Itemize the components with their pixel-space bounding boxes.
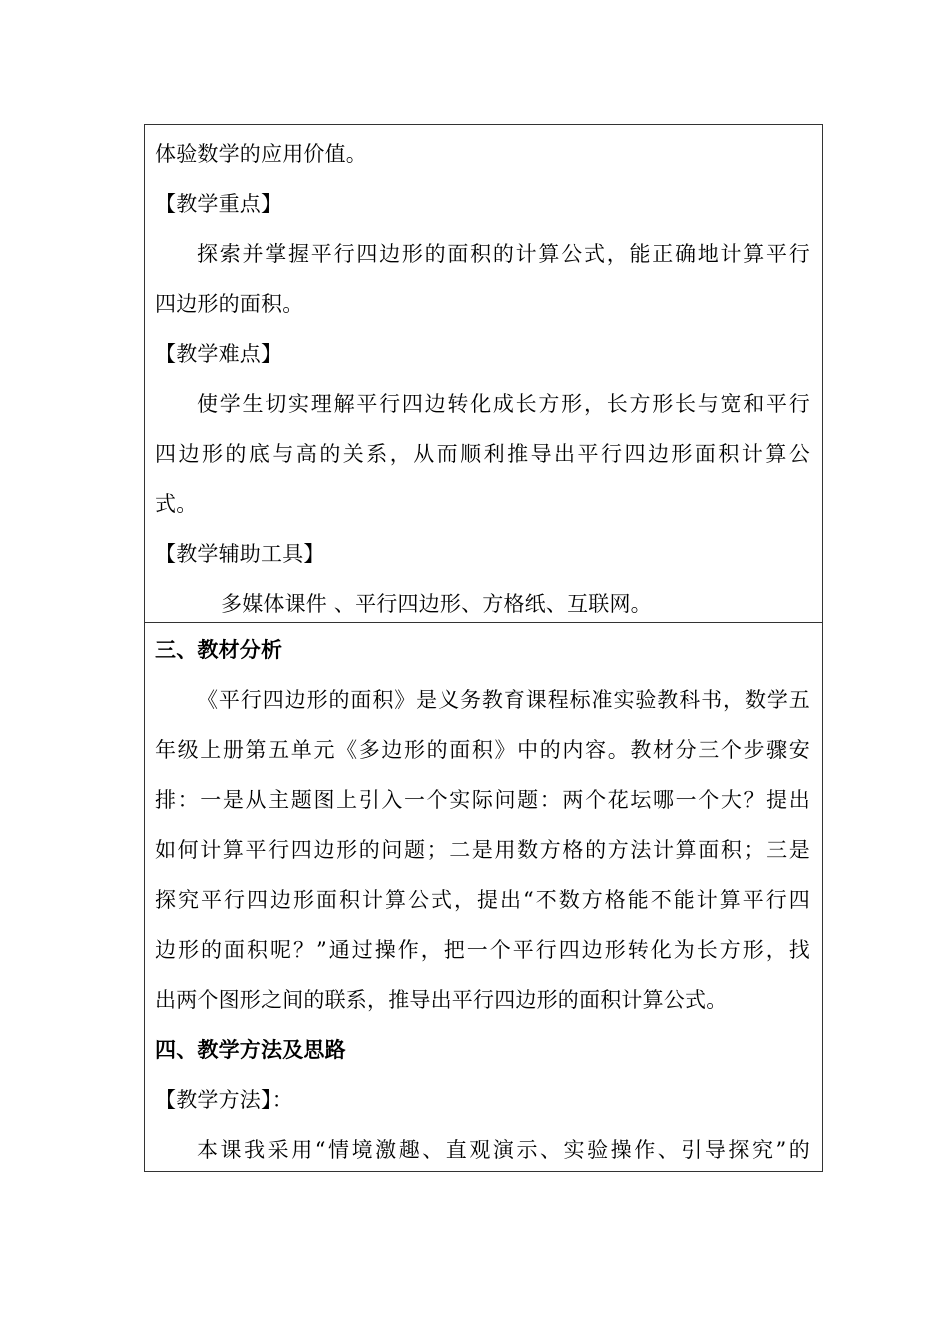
analysis-line: 探究平行四边形面积计算公式，提出“不数方格能不能计算平行四 — [155, 888, 810, 912]
analysis-line: 如何计算平行四边形的问题；二是用数方格的方法计算面积；三是 — [155, 838, 810, 862]
lesson-plan-table — [144, 124, 823, 1172]
key-points-label: 【教学重点】 — [155, 192, 283, 216]
tools-label: 【教学辅助工具】 — [155, 542, 325, 566]
table-cell-objectives — [145, 125, 822, 623]
section-heading-teaching-methods: 四、教学方法及思路 — [155, 1038, 346, 1062]
text-line: 体验数学的应用价值。 — [155, 142, 367, 166]
difficulty-line: 使学生切实理解平行四边转化成长方形，长方形长与宽和平行 — [197, 392, 810, 416]
difficulty-label: 【教学难点】 — [155, 342, 283, 366]
difficulty-line: 四边形的底与高的关系，从而顺利推导出平行四边形面积计算公 — [155, 442, 810, 466]
analysis-line: 年级上册第五单元《多边形的面积》中的内容。教材分三个步骤安 — [155, 738, 810, 762]
analysis-line: 排：一是从主题图上引入一个实际问题：两个花坛哪一个大？提出 — [155, 788, 810, 812]
analysis-line: 边形的面积呢？”通过操作，把一个平行四边形转化为长方形，找 — [155, 938, 810, 962]
key-points-line: 四边形的面积。 — [155, 292, 304, 316]
analysis-line: 出两个图形之间的联系，推导出平行四边形的面积计算公式。 — [155, 988, 728, 1012]
key-points-line: 探索并掌握平行四边形的面积的计算公式，能正确地计算平行 — [197, 242, 810, 266]
table-cell-analysis — [145, 623, 822, 1171]
difficulty-line: 式。 — [155, 492, 198, 516]
section-heading-textbook-analysis: 三、教材分析 — [155, 638, 283, 662]
method-line: 本课我采用“情境激趣、直观演示、实验操作、引导探究”的 — [197, 1138, 810, 1162]
tools-line: 多媒体课件 、平行四边形、方格纸、互联网。 — [221, 592, 652, 616]
method-label: 【教学方法】： — [155, 1088, 293, 1112]
analysis-line: 《平行四边形的面积》是义务教育课程标准实验教科书，数学五 — [197, 688, 810, 712]
